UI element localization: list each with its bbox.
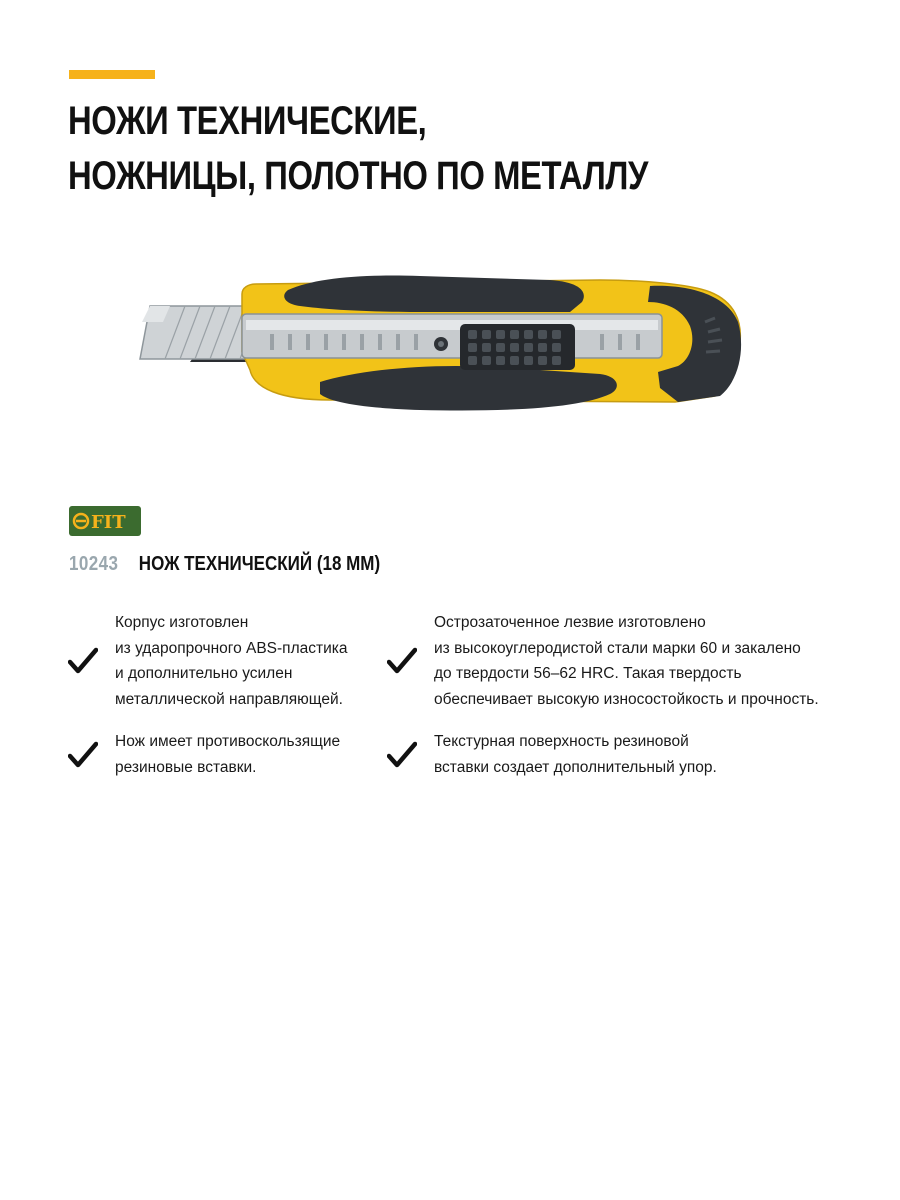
fit-brand-logo (69, 506, 141, 536)
feature-item (68, 729, 340, 780)
product-code: 10243 (69, 552, 119, 575)
product-heading (69, 549, 380, 579)
product-name: НОЖ ТЕХНИЧЕСКИЙ (18 ММ) (138, 552, 381, 575)
checkmark-icon (68, 740, 98, 770)
page-title-line-1: НОЖИ ТЕХНИЧЕСКИЕ, (68, 99, 427, 143)
feature-item (387, 729, 717, 780)
title-accent-bar (69, 70, 155, 79)
brand-logo-text: FIT (91, 512, 126, 533)
checkmark-icon (387, 740, 417, 770)
feature-text: Нож имеет противоскользящие резиновые вставки. (115, 733, 341, 776)
checkmark-icon (68, 646, 98, 676)
feature-item (68, 610, 348, 712)
checkmark-icon (387, 646, 417, 676)
feature-text: Корпус изготовлен из ударопрочного ABS-пластика и дополнительно усилен металлической направляющей. (115, 614, 348, 708)
utility-knife-illustration (130, 262, 760, 442)
page-title (68, 94, 708, 204)
feature-text: Острозаточенное лезвие изготовлено из высокоуглеродистой стали марки 60 и закалено до твердости 56–62 HRC. Такая твердость обеспечивает высокую износостойкость и прочность. (434, 614, 819, 708)
feature-item (387, 610, 819, 712)
page-title-line-2: НОЖНИЦЫ, ПОЛОТНО ПО МЕТАЛЛУ (68, 154, 648, 198)
feature-text: Текстурная поверхность резиновой вставки создает дополнительный упор. (434, 733, 717, 776)
